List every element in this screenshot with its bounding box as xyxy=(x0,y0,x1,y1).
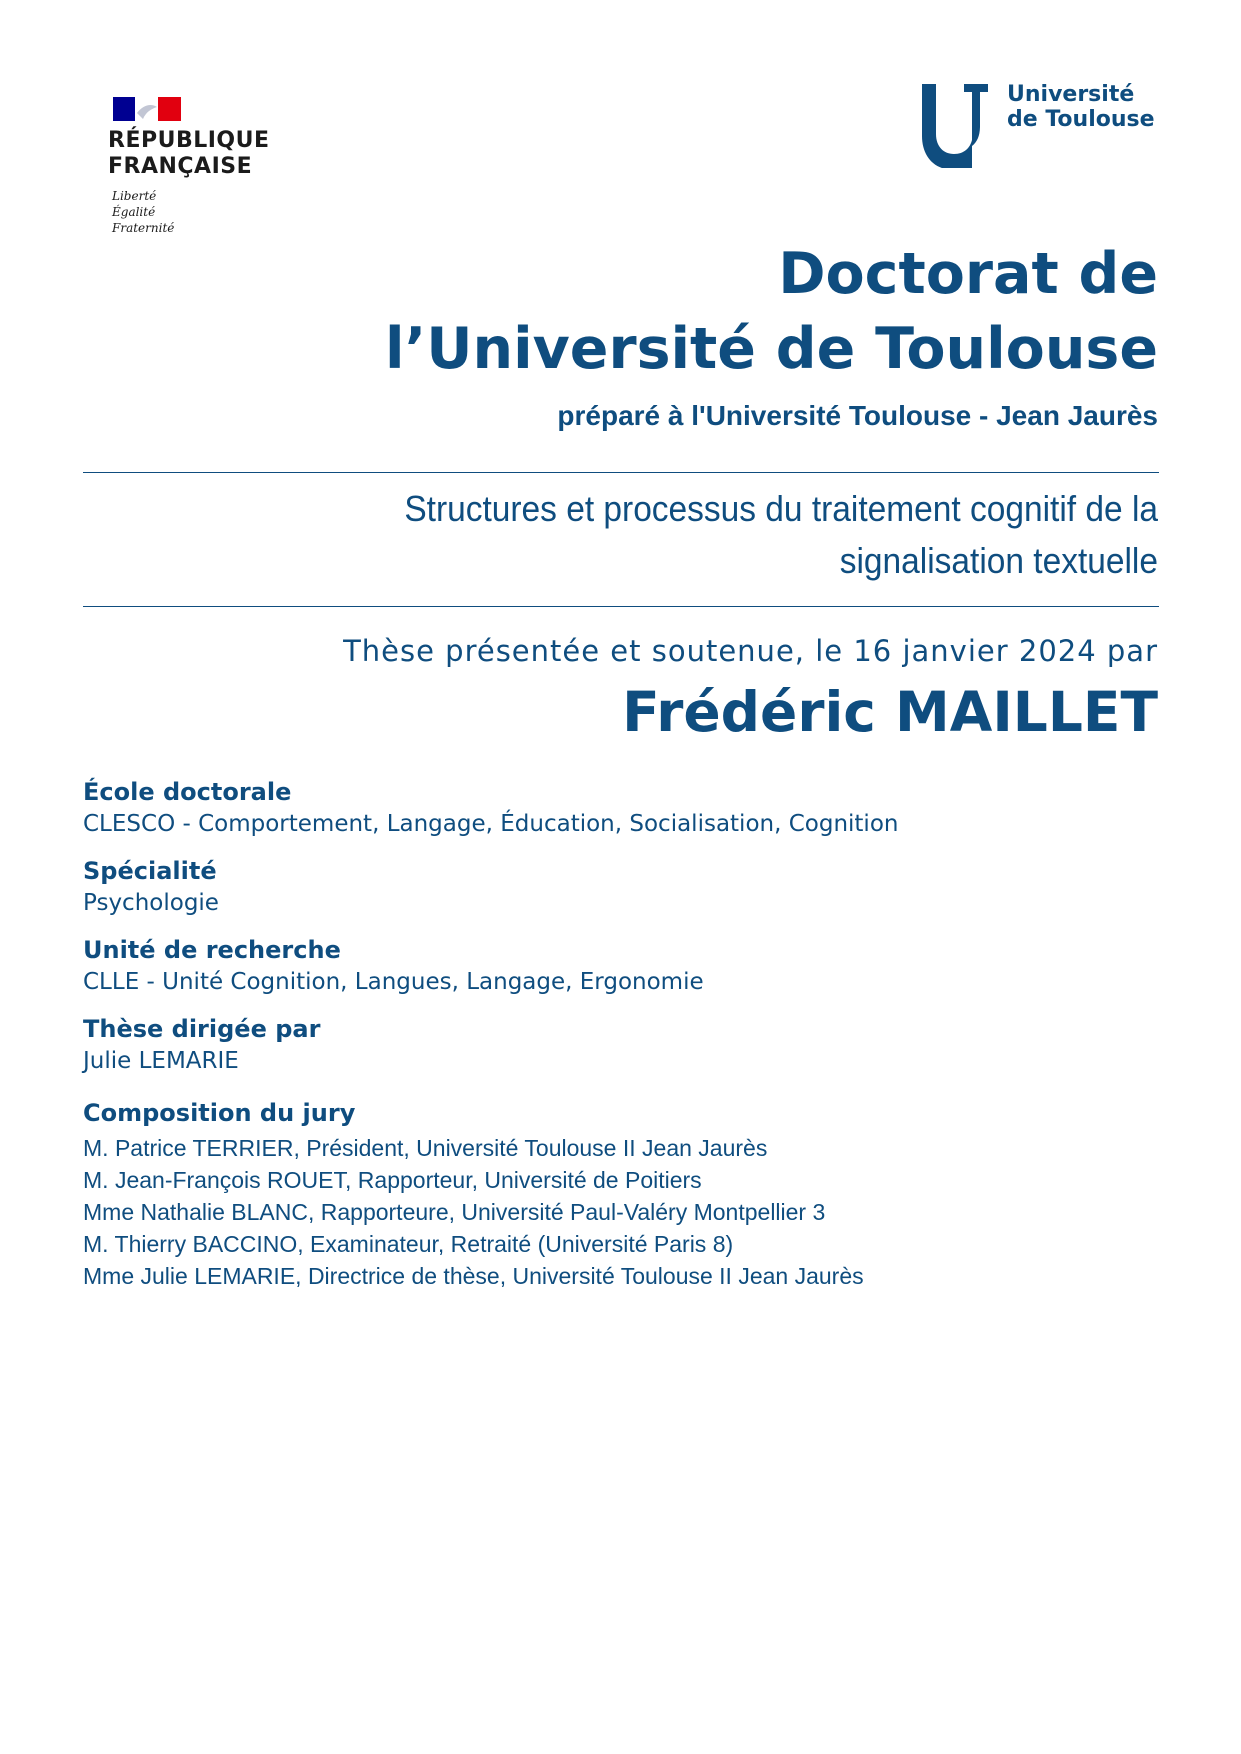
jury-label: Composition du jury xyxy=(83,1099,356,1127)
school-value: CLESCO - Comportement, Langage, Éducation, Socialisation, Cognition xyxy=(83,811,899,837)
universite-u-icon xyxy=(920,84,990,168)
unit-label: Unité de recherche xyxy=(83,936,341,964)
doctorate-title xyxy=(158,237,1158,387)
thesis-title xyxy=(228,483,1158,587)
motto-liberte: Liberté xyxy=(112,189,157,203)
thesis-title-line-1: Structures et processus du traitement cognitif de la xyxy=(404,488,1158,529)
specialty-value: Psychologie xyxy=(83,890,219,916)
specialty-label: Spécialité xyxy=(83,857,217,885)
prepared-at: préparé à l'Université Toulouse - Jean Jaurès xyxy=(557,400,1158,431)
school-label: École doctorale xyxy=(83,778,292,806)
motto-fraternite: Fraternité xyxy=(112,221,175,235)
jury-member: M. Thierry BACCINO, Examinateur, Retraité (Université Paris 8) xyxy=(83,1231,734,1257)
title-line-2: l’Université de Toulouse xyxy=(385,316,1158,382)
unit-value: CLLE - Unité Cognition, Langues, Langage, Ergonomie xyxy=(83,969,704,995)
jury-member: Mme Nathalie BLANC, Rapporteure, Université Paul-Valéry Montpellier 3 xyxy=(83,1199,826,1225)
motto-egalite: Égalité xyxy=(112,205,156,219)
jury-member: M. Patrice TERRIER, Président, Université Toulouse II Jean Jaurès xyxy=(83,1135,768,1161)
thesis-title-line-2: signalisation textuelle xyxy=(839,540,1158,581)
french-flag-icon xyxy=(113,97,181,121)
presented-line: Thèse présentée et soutenue, le 16 janvier 2024 par xyxy=(343,634,1158,668)
jury-list xyxy=(83,1132,864,1292)
divider-top xyxy=(83,472,1159,473)
republique-line: RÉPUBLIQUE xyxy=(108,128,270,153)
author-name: Frédéric MAILLET xyxy=(622,680,1158,744)
title-line-1: Doctorat de xyxy=(778,241,1158,307)
de-toulouse-line: de Toulouse xyxy=(1007,107,1155,132)
jury-member: M. Jean-François ROUET, Rapporteur, Université de Poitiers xyxy=(83,1167,702,1193)
universite-line: Université xyxy=(1007,82,1135,107)
universite-toulouse-logo xyxy=(920,84,1160,169)
director-value: Julie LEMARIE xyxy=(83,1048,239,1074)
republique-francaise-logo xyxy=(88,72,300,252)
divider-bottom xyxy=(83,606,1159,607)
director-label: Thèse dirigée par xyxy=(83,1015,321,1043)
francaise-line: FRANÇAISE xyxy=(108,154,253,179)
jury-member: Mme Julie LEMARIE, Directrice de thèse, Université Toulouse II Jean Jaurès xyxy=(83,1263,864,1289)
